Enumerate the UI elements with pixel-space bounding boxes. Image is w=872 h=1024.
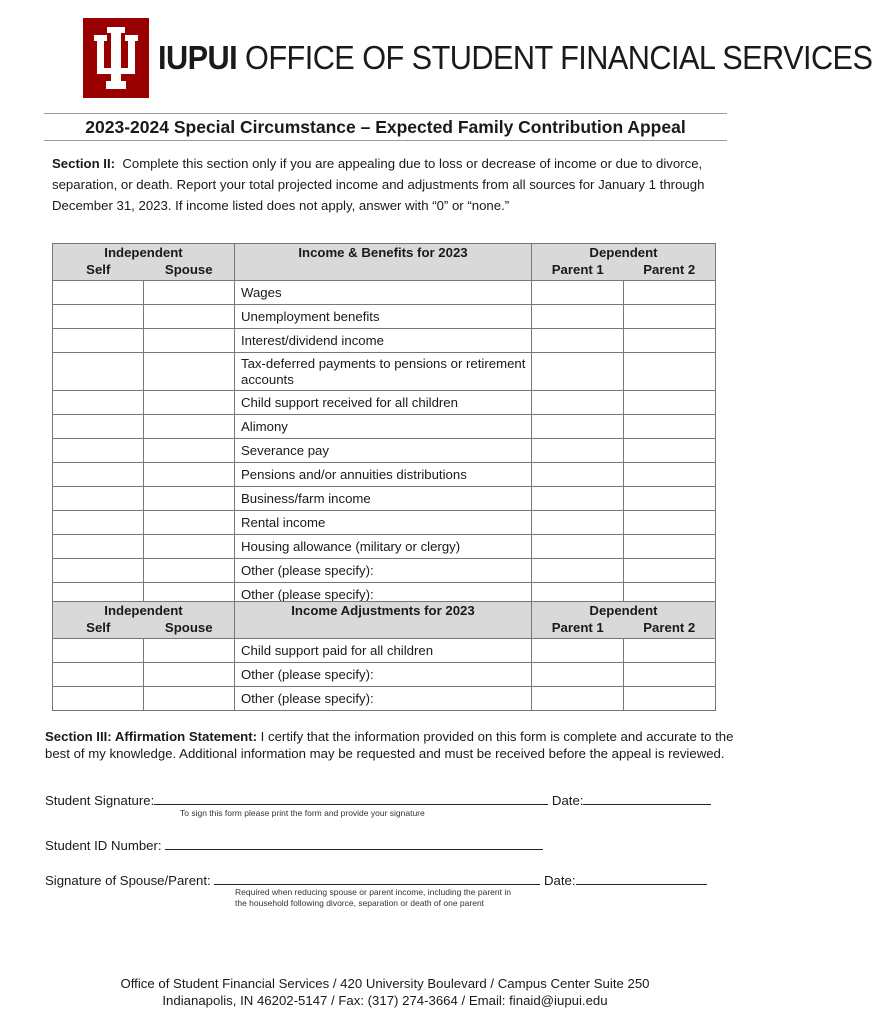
parent2-amount-cell[interactable] bbox=[624, 439, 716, 463]
parent2-amount-cell[interactable] bbox=[624, 353, 716, 391]
parent2-amount-cell[interactable] bbox=[624, 559, 716, 583]
row-label: Other (please specify): bbox=[235, 583, 532, 607]
income-benefits-table bbox=[52, 243, 716, 607]
table-row bbox=[53, 329, 716, 353]
table-row bbox=[53, 391, 716, 415]
table-row bbox=[53, 639, 716, 663]
self-amount-cell[interactable] bbox=[53, 353, 144, 391]
parent1-amount-cell[interactable] bbox=[532, 305, 624, 329]
spouse-amount-cell[interactable] bbox=[144, 391, 235, 415]
table-row bbox=[53, 511, 716, 535]
form-title: 2023-2024 Special Circumstance – Expected Family Contribution Appeal bbox=[85, 117, 686, 137]
parent1-col-header: Parent 1 bbox=[551, 262, 604, 277]
spouse-amount-cell[interactable] bbox=[144, 535, 235, 559]
spouse-amount-cell[interactable] bbox=[144, 415, 235, 439]
title-rule-top bbox=[44, 113, 727, 114]
table-row bbox=[53, 559, 716, 583]
self-amount-cell[interactable] bbox=[53, 305, 144, 329]
spouse-amount-cell[interactable] bbox=[144, 305, 235, 329]
spouse-amount-cell[interactable] bbox=[144, 511, 235, 535]
row-label: Other (please specify): bbox=[235, 663, 532, 687]
section-2-label: Section II: bbox=[52, 156, 116, 171]
row-label: Interest/dividend income bbox=[235, 329, 532, 353]
parent1-amount-cell[interactable] bbox=[532, 687, 624, 711]
row-label: Pensions and/or annuities distributions bbox=[235, 463, 532, 487]
spouse-amount-cell[interactable] bbox=[144, 639, 235, 663]
parent2-amount-cell[interactable] bbox=[624, 487, 716, 511]
table-row bbox=[53, 463, 716, 487]
row-label: Severance pay bbox=[235, 439, 532, 463]
row-label: Other (please specify): bbox=[235, 687, 532, 711]
parent1-amount-cell[interactable] bbox=[532, 281, 624, 305]
student-id-field[interactable] bbox=[165, 836, 543, 850]
spouse-amount-cell[interactable] bbox=[144, 687, 235, 711]
row-label: Business/farm income bbox=[235, 487, 532, 511]
self-amount-cell[interactable] bbox=[53, 535, 144, 559]
student-signature-note: To sign this form please print the form and provide your signature bbox=[180, 808, 425, 818]
row-label: Child support received for all children bbox=[235, 391, 532, 415]
self-col-header: Self bbox=[86, 620, 111, 635]
self-col-header: Self bbox=[86, 262, 111, 277]
income-adjustments-table bbox=[52, 601, 716, 711]
self-amount-cell[interactable] bbox=[53, 511, 144, 535]
parent2-amount-cell[interactable] bbox=[624, 329, 716, 353]
student-signature-label: Student Signature: bbox=[45, 793, 155, 808]
spouse-signature-label: Signature of Spouse/Parent: bbox=[45, 873, 211, 888]
student-date-field[interactable] bbox=[583, 791, 711, 805]
spouse-amount-cell[interactable] bbox=[144, 439, 235, 463]
spouse-amount-cell[interactable] bbox=[144, 487, 235, 511]
parent2-amount-cell[interactable] bbox=[624, 687, 716, 711]
parent2-amount-cell[interactable] bbox=[624, 511, 716, 535]
parent1-amount-cell[interactable] bbox=[532, 511, 624, 535]
spouse-amount-cell[interactable] bbox=[144, 559, 235, 583]
row-label: Tax-deferred payments to pensions or retirement accounts bbox=[235, 353, 532, 391]
spouse-amount-cell[interactable] bbox=[144, 663, 235, 687]
parent2-amount-cell[interactable] bbox=[624, 535, 716, 559]
parent2-amount-cell[interactable] bbox=[624, 463, 716, 487]
spouse-signature-field[interactable] bbox=[214, 871, 540, 885]
spouse-date-label: Date: bbox=[544, 873, 576, 888]
row-label: Child support paid for all children bbox=[235, 639, 532, 663]
self-amount-cell[interactable] bbox=[53, 487, 144, 511]
self-amount-cell[interactable] bbox=[53, 329, 144, 353]
section-3-label: Section III: Affirmation Statement: bbox=[45, 729, 257, 744]
spouse-amount-cell[interactable] bbox=[144, 353, 235, 391]
parent1-amount-cell[interactable] bbox=[532, 559, 624, 583]
self-amount-cell[interactable] bbox=[53, 639, 144, 663]
table-row bbox=[53, 281, 716, 305]
parent1-amount-cell[interactable] bbox=[532, 391, 624, 415]
parent1-amount-cell[interactable] bbox=[532, 439, 624, 463]
trident-icon bbox=[83, 18, 149, 98]
table-row bbox=[53, 305, 716, 329]
table-row bbox=[53, 663, 716, 687]
student-date-label: Date: bbox=[551, 793, 584, 808]
table-row bbox=[53, 487, 716, 511]
income-benefits-header: Income & Benefits for 2023 bbox=[235, 244, 532, 281]
spouse-date-field[interactable] bbox=[576, 871, 707, 885]
row-label: Wages bbox=[235, 281, 532, 305]
table-row bbox=[53, 439, 716, 463]
self-amount-cell[interactable] bbox=[53, 281, 144, 305]
parent1-amount-cell[interactable] bbox=[532, 415, 624, 439]
parent2-amount-cell[interactable] bbox=[624, 663, 716, 687]
independent-header: Independent Self Spouse bbox=[53, 244, 235, 281]
parent2-amount-cell[interactable] bbox=[624, 391, 716, 415]
row-label: Alimony bbox=[235, 415, 532, 439]
row-label: Other (please specify): bbox=[235, 559, 532, 583]
footer-contact-info: Indianapolis, IN 46202-5147 / Fax: (317) 274-3664 / Email: finaid@iupui.edu bbox=[162, 993, 608, 1008]
iu-trident-logo bbox=[83, 18, 149, 98]
parent1-amount-cell[interactable] bbox=[532, 487, 624, 511]
student-id-row bbox=[45, 836, 543, 854]
adjust-table-header bbox=[53, 602, 716, 639]
self-amount-cell[interactable] bbox=[53, 663, 144, 687]
section-2-instructions bbox=[52, 153, 742, 216]
self-amount-cell[interactable] bbox=[53, 687, 144, 711]
office-name: IUPUI OFFICE OF STUDENT FINANCIAL SERVICES bbox=[158, 39, 872, 76]
parent2-col-header: Parent 2 bbox=[643, 262, 696, 277]
parent1-amount-cell[interactable] bbox=[532, 329, 624, 353]
section-3-affirmation bbox=[45, 728, 735, 762]
parent2-amount-cell[interactable] bbox=[624, 305, 716, 329]
spouse-amount-cell[interactable] bbox=[144, 463, 235, 487]
spouse-amount-cell[interactable] bbox=[144, 281, 235, 305]
parent2-amount-cell[interactable] bbox=[624, 639, 716, 663]
table-row bbox=[53, 353, 716, 391]
title-rule-bottom bbox=[44, 140, 727, 141]
parent1-amount-cell[interactable] bbox=[532, 353, 624, 391]
parent2-col-header: Parent 2 bbox=[643, 620, 696, 635]
spouse-col-header: Spouse bbox=[164, 620, 213, 635]
self-amount-cell[interactable] bbox=[53, 415, 144, 439]
self-amount-cell[interactable] bbox=[53, 391, 144, 415]
self-amount-cell[interactable] bbox=[53, 439, 144, 463]
row-label: Rental income bbox=[235, 511, 532, 535]
parent1-amount-cell[interactable] bbox=[532, 663, 624, 687]
footer-contact bbox=[0, 975, 770, 1009]
parent2-amount-cell[interactable] bbox=[624, 415, 716, 439]
table-row bbox=[53, 535, 716, 559]
income-adjustments-header: Income Adjustments for 2023 bbox=[235, 602, 532, 639]
parent2-amount-cell[interactable] bbox=[624, 281, 716, 305]
parent1-col-header: Parent 1 bbox=[551, 620, 604, 635]
parent1-amount-cell[interactable] bbox=[532, 639, 624, 663]
table-row bbox=[53, 415, 716, 439]
section-2-text: Complete this section only if you are appealing due to loss or decrease of income or due to divorce, separation, or death. Report your total projected income and adjustments from all sources for January 1 through December 31, 2023. If income listed does not apply, answer with “0” or “none.” bbox=[52, 156, 705, 213]
income-table-header bbox=[53, 244, 716, 281]
spouse-col-header: Spouse bbox=[164, 262, 213, 277]
spouse-amount-cell[interactable] bbox=[144, 329, 235, 353]
self-amount-cell[interactable] bbox=[53, 559, 144, 583]
row-label: Unemployment benefits bbox=[235, 305, 532, 329]
row-label: Housing allowance (military or clergy) bbox=[235, 535, 532, 559]
table-row bbox=[53, 687, 716, 711]
parent1-amount-cell[interactable] bbox=[532, 463, 624, 487]
parent1-amount-cell[interactable] bbox=[532, 535, 624, 559]
self-amount-cell[interactable] bbox=[53, 463, 144, 487]
dependent-header: Dependent Parent 1 Parent 2 bbox=[532, 602, 716, 639]
spouse-signature-note: Required when reducing spouse or parent income, including the parent in the household following divorce, separation or death of one parent bbox=[235, 887, 511, 908]
dependent-header: Dependent Parent 1 Parent 2 bbox=[532, 244, 716, 281]
student-signature-field[interactable] bbox=[154, 791, 548, 805]
student-id-label: Student ID Number: bbox=[45, 838, 162, 853]
footer-address: Office of Student Financial Services / 420 University Boulevard / Campus Center Suite 250 bbox=[120, 976, 650, 991]
independent-header: Independent Self Spouse bbox=[53, 602, 235, 639]
student-signature-row bbox=[45, 791, 711, 809]
section-3-text: I certify that the information provided on this form is complete and accurate to the best of my knowledge. Additional information may be requested and must be received before the appeal is reviewed. bbox=[45, 729, 734, 761]
